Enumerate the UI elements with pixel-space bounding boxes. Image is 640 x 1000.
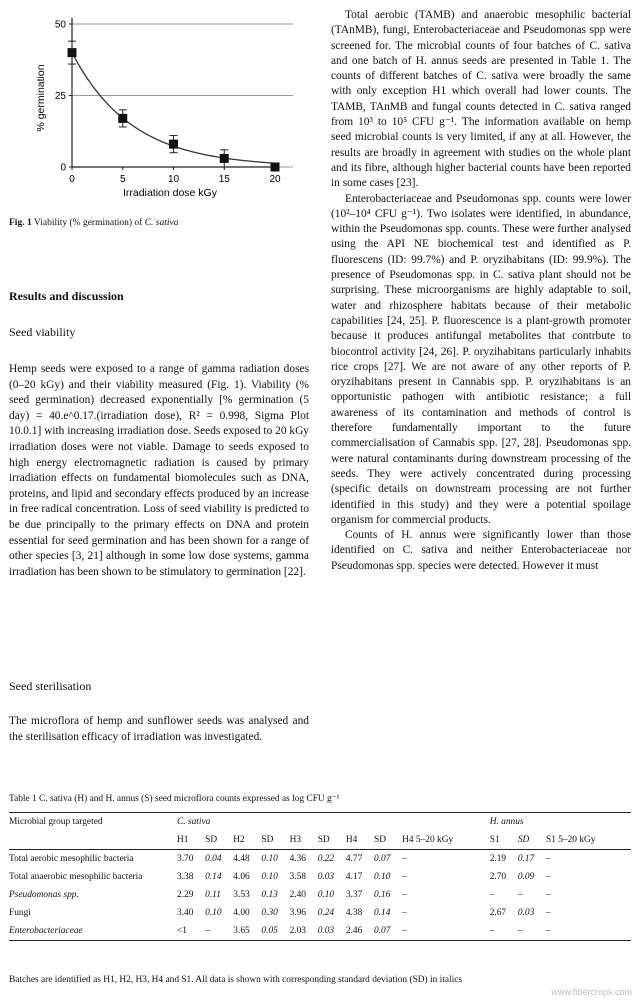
table-note: Batches are identified as H1, H2, H3, H4 and S1. All data is shown with corresponding standard deviation (SD) in italics bbox=[9, 975, 463, 985]
column-header: SD bbox=[261, 835, 274, 845]
figure-caption-text: Viability (% germination) of bbox=[33, 218, 143, 228]
table-cell: – bbox=[517, 926, 523, 936]
c-sativa-header: C. sativa bbox=[177, 817, 211, 827]
chart-marks bbox=[68, 41, 280, 171]
table-cell: – bbox=[402, 854, 407, 864]
table-cell: 4.48 bbox=[233, 854, 250, 864]
x-tick-label: 0 bbox=[69, 174, 75, 185]
table-cell: 0.07 bbox=[373, 926, 391, 936]
table-cell: – bbox=[489, 926, 495, 936]
seed-sterilisation-paragraph: The microflora of hemp and sunflower seeds was analysed and the sterilisation efficacy of irradiation was investigated. bbox=[9, 715, 309, 743]
table-row bbox=[9, 868, 631, 886]
x-tick-label: 20 bbox=[269, 174, 281, 185]
figure-caption bbox=[9, 218, 299, 228]
right-column bbox=[331, 8, 631, 574]
row-label: Total aerobic mesophilic bacteria bbox=[9, 854, 134, 864]
column-header: H3 bbox=[289, 835, 302, 845]
x-tick-label: 5 bbox=[119, 174, 126, 185]
table-cell: 4.06 bbox=[233, 872, 250, 882]
table-cell: 0.03 bbox=[317, 872, 335, 882]
column-header: SD bbox=[517, 835, 530, 845]
table-cell: – bbox=[545, 854, 551, 864]
table-cell: – bbox=[402, 872, 407, 882]
table-cell: – bbox=[517, 890, 523, 900]
table-caption: Table 1 C. sativa (H) and H. annus (S) seed microflora counts expressed as log CFU g⁻¹ bbox=[9, 794, 340, 804]
watermark: www.fibercrops.com bbox=[551, 987, 632, 997]
table-cell: 0.13 bbox=[261, 890, 278, 900]
microbial-counts-paragraph: Total aerobic (TAMB) and anaerobic mesophilic bacterial (TAnMB), fungi, Enterobacteriaceae and Pseudomonas spp were screened for. The microbial counts of four batches of C. sativa and one batch of H. annus seeds are presented in Table 1. The counts of different batches of C. sativa were broadly the same with only exception H1 which overall had lower counts. The TAMB, TAnMB and fungal counts detected in C. sativa ranged from 10³ to 10⁵ CFU g⁻¹. The information available on hemp seed microbial counts is very limited, if any at all. However, the results are broadly in agreement with studies on the whole plant and its fibre, although higher bacterial counts have been reported in some cases [23]. bbox=[331, 9, 631, 190]
h-annus-paragraph: Counts of H. annus were significantly lower than those identified on C. sativa and neither Enterobacteriaceae nor Pseudomonas spp. species were detected. However it must bbox=[331, 529, 631, 572]
table-cell: 0.03 bbox=[517, 908, 535, 918]
table-cell: 0.10 bbox=[373, 872, 391, 882]
x-axis-label: Irradiation dose kGy bbox=[123, 187, 217, 199]
table-cell: 2.29 bbox=[177, 890, 194, 900]
subsection-seed-sterilisation: Seed sterilisation bbox=[9, 679, 92, 693]
column-header: H4 5–20 kGy bbox=[402, 835, 454, 845]
column-header: H4 bbox=[345, 835, 358, 845]
table-cell: 3.65 bbox=[233, 926, 250, 936]
table-cell: – bbox=[545, 872, 551, 882]
table-cell: 2.03 bbox=[289, 926, 306, 936]
table-cell: 2.67 bbox=[489, 908, 507, 918]
table-cell: 0.10 bbox=[205, 908, 222, 918]
table-cell: 4.00 bbox=[233, 908, 250, 918]
table-cell: 0.17 bbox=[517, 854, 535, 864]
table-cell: 4.36 bbox=[289, 854, 306, 864]
table-column-row bbox=[9, 831, 631, 850]
chart-ticks bbox=[55, 20, 281, 186]
table-cell: 3.70 bbox=[177, 854, 194, 864]
column-header: H2 bbox=[233, 835, 245, 845]
table-cell: 0.10 bbox=[317, 890, 335, 900]
table-cell: – bbox=[545, 908, 551, 918]
table-cell: 0.10 bbox=[261, 854, 278, 864]
section-heading: Results and discussion bbox=[9, 289, 124, 303]
pseudomonas-paragraph: Enterobacteriaceae and Pseudomonas spp. counts were lower (10²–10⁴ CFU g⁻¹). Two isolates were identified, in abundance, within the Pseudomonas spp. counts. These were further analysed using the API NE biochemical test and identified as P. fluorescens (ID: 99.7%) and P. oryzihabitans (ID: 99.9%). The presence of Pseudomonas spp. in C. sativa plant should not be surprising. These microorganisms are highly adaptable to soil, water and rhizosphere habitats because of their metabolic capabilities [24, 25]. P. fluorescence is a plant-growth promoter because it produces antifungal metabolites that contrbute to biocontrol activity [24, 26]. P. oryzihabitans particularly inhabits rice crops [27]. We are not aware of any other reports of P. oryzihabitans present in Cannabis spp. P. oryzihabitans is an opportunistic pathogen with antibiotic resistance; a full awareness of its contamination and methods of control is therefore fundamentally important to the future commercialisation of Cannabis spp. [27, 28]. Pseudomonas spp. were natural contaminants during downstream processing of the seeds. They were actively concentrated during processing (specific details on downstream processing are not further identified in this study) and they were a potential spoilage organism for commercial products. bbox=[331, 192, 631, 526]
table-cell: 2.19 bbox=[489, 854, 507, 864]
table-cell: 3.40 bbox=[177, 908, 194, 918]
table-cell: – bbox=[402, 926, 407, 936]
table-cell: 2.40 bbox=[289, 890, 306, 900]
group-header: Microbial group targeted bbox=[9, 817, 103, 827]
table-cell: 4.38 bbox=[345, 908, 363, 918]
table-cell: 0.24 bbox=[317, 908, 335, 918]
table-cell: 3.37 bbox=[345, 890, 363, 900]
table-cell: <1 bbox=[177, 926, 187, 936]
table-cell: 0.09 bbox=[517, 872, 535, 882]
table-row bbox=[9, 886, 631, 904]
table-cell: 4.77 bbox=[345, 854, 363, 864]
table-cell: 3.38 bbox=[177, 872, 194, 882]
data-point bbox=[68, 48, 77, 57]
h-annus-header: H. annus bbox=[489, 817, 524, 827]
seed-viability-paragraph: Hemp seeds were exposed to a range of gamma radiation doses (0–20 kGy) and their viability measured (Fig. 1). Viability (% seed germination) decreased exponentially [% germination (5 day) = 40.e^0.17.(irradiation dose), R² = 0.998, Sigma Plot 10.0.1] with increasing irradiation dose. Seeds exposed to 20 kGy irradiation doses were not viable. Damage to seeds exposed to high energy electromagnetic radiation is caused by primary irradiation effects on fundamental biomolecules such as DNA, proteins, and lipid and secondary effects produced by an increase in free radical concentration. Loss of seed viability is predicted to be due principally to the primary effects on DNA and protein essential for seed germination and has been shown for a range of other species [3, 21] although in some low dose systems, gamma irradiation has been shown to be stimulatory to germination [22]. bbox=[9, 363, 309, 578]
figure-caption-label: Fig. 1 bbox=[9, 218, 32, 228]
row-label: Enterobacteriaceae bbox=[9, 926, 83, 936]
table-cell: 0.16 bbox=[373, 890, 391, 900]
y-tick-label: 25 bbox=[54, 91, 66, 102]
table-row bbox=[9, 922, 631, 941]
table-cell: 2.70 bbox=[489, 872, 507, 882]
column-header: SD bbox=[317, 835, 330, 845]
row-label: Pseudomonas spp. bbox=[9, 890, 79, 900]
germination-chart bbox=[0, 0, 300, 205]
table-cell: – bbox=[402, 890, 407, 900]
x-tick-label: 15 bbox=[218, 174, 230, 185]
table-cell: 3.53 bbox=[233, 890, 250, 900]
table-cell: 0.04 bbox=[205, 854, 222, 864]
table-header-row bbox=[9, 813, 631, 832]
table-cell: 0.22 bbox=[317, 854, 335, 864]
row-label: Total anaerobic mesophilic bacteria bbox=[9, 872, 143, 882]
table-cell: 0.07 bbox=[373, 854, 391, 864]
microflora-table bbox=[9, 812, 631, 941]
column-header: SD bbox=[205, 835, 218, 845]
table-cell: 0.30 bbox=[261, 908, 278, 918]
data-point bbox=[169, 140, 178, 149]
table-row bbox=[9, 850, 631, 869]
table-cell: 0.03 bbox=[317, 926, 335, 936]
column-header: S1 5–20 kGy bbox=[545, 835, 596, 845]
y-tick-label: 0 bbox=[60, 162, 66, 174]
chart-grid bbox=[72, 24, 293, 167]
y-axis-label: % germination bbox=[35, 64, 47, 132]
table-cell: – bbox=[402, 908, 407, 918]
row-label: Fungi bbox=[9, 908, 31, 918]
table-cell: – bbox=[545, 890, 551, 900]
data-point bbox=[118, 114, 127, 123]
table-cell: 0.14 bbox=[373, 908, 391, 918]
table-cell: – bbox=[545, 926, 551, 936]
table-cell: 3.58 bbox=[289, 872, 306, 882]
table-cell: – bbox=[489, 890, 495, 900]
table-cell: – bbox=[205, 926, 210, 936]
table-cell: 2.46 bbox=[345, 926, 363, 936]
table-cell: 4.17 bbox=[345, 872, 363, 882]
table-cell: 0.05 bbox=[261, 926, 278, 936]
column-header: S1 bbox=[489, 835, 500, 845]
column-header: SD bbox=[373, 835, 386, 845]
data-point bbox=[220, 154, 229, 163]
figure-caption-species: C. sativa bbox=[144, 218, 179, 228]
column-header: H1 bbox=[177, 835, 189, 845]
table-row bbox=[9, 904, 631, 922]
table-cell: 3.96 bbox=[289, 908, 306, 918]
table-cell: 0.11 bbox=[205, 890, 221, 900]
table-cell: 0.14 bbox=[205, 872, 222, 882]
y-tick-label: 50 bbox=[54, 19, 66, 31]
table-cell: 0.10 bbox=[261, 872, 278, 882]
subsection-seed-viability: Seed viability bbox=[9, 325, 76, 339]
x-tick-label: 10 bbox=[167, 174, 180, 185]
